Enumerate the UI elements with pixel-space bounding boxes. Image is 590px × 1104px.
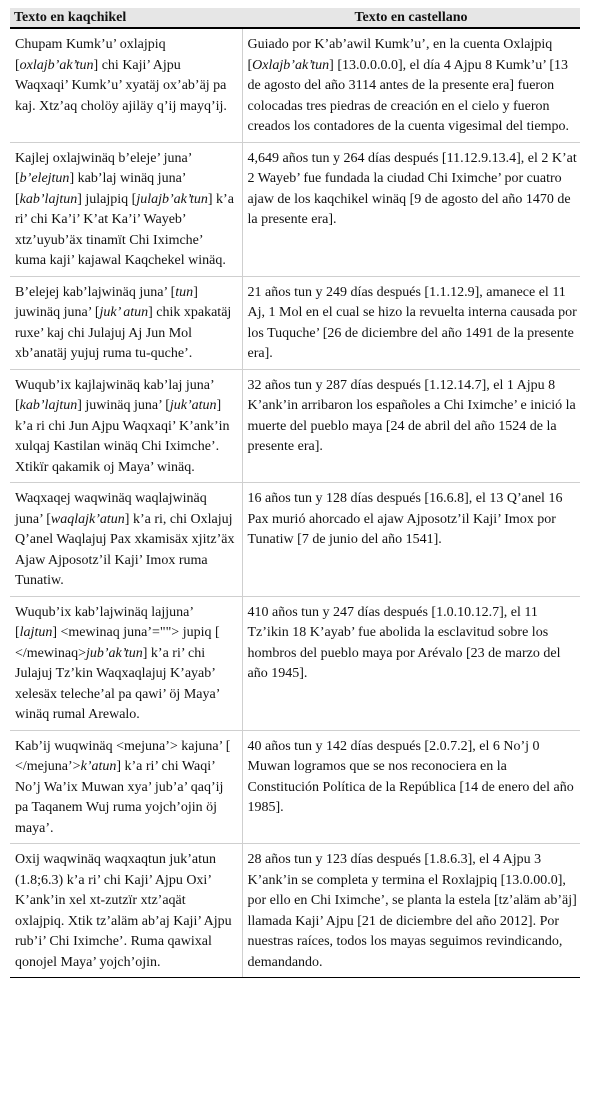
italic-term: waqlajk’atun bbox=[50, 511, 125, 527]
text-segment: ] k’a ri’ chi Julajuj Tz’kin Waqxaqlajuj K’ayab’ xelesäx teleche’al pa qawi’ öj Maya’ winäq rumal Arewalo. bbox=[15, 645, 220, 722]
table-row bbox=[10, 369, 580, 483]
text-segment: 16 años tun y 128 días después [16.6.8], el 13 Q’anel 16 Pax murió ahorcado el ajaw Ajposotz’il Kaji’ Imox por Tunatiw [7 de junio del año 1541]. bbox=[247, 491, 563, 547]
cell-kaqchikel bbox=[10, 28, 242, 142]
table-row bbox=[10, 730, 580, 844]
table-header bbox=[10, 8, 580, 28]
text-segment: ] juwinäq juna’ [ bbox=[77, 398, 170, 413]
italic-term: kab’lajtun bbox=[19, 398, 78, 413]
table-body bbox=[10, 28, 580, 978]
text-segment: Waqxaqej waqwinäq waqlajwinäq juna’ [ bbox=[15, 491, 207, 527]
table-row bbox=[10, 28, 580, 142]
cell-castellano bbox=[242, 844, 580, 978]
text-segment: Chupam Kumk’u’ oxlajpiq [ bbox=[15, 37, 166, 73]
text-segment: ] [13.0.0.0.0], el día 4 Ajpu 8 Kumk’u’ [13 de agosto del año 3114 antes de la presente era] fueron colocadas tres piedras de creación en el cielo y fueron creados los contadores de la cuenta vigesimal del tiempo. bbox=[247, 57, 570, 134]
italic-term: lajtun bbox=[19, 625, 53, 640]
text-segment: ] chik xpakatäj ruxe’ kaj chi Julajuj Aj Jun Mol xb’anatäj yujuj ruma tu-quche’. bbox=[15, 305, 232, 361]
italic-term: julajb’ak’tun bbox=[136, 191, 208, 207]
cell-castellano bbox=[242, 276, 580, 369]
text-segment: ] <mewinaq juna’=""> jupiq [ </mewinaq> bbox=[15, 625, 220, 661]
cell-kaqchikel bbox=[10, 142, 242, 276]
cell-kaqchikel bbox=[10, 369, 242, 483]
cell-kaqchikel bbox=[10, 483, 242, 597]
text-segment: 410 años tun y 247 días después [1.0.10.12.7], el 11 Tz’ikin 18 K’ayab’ fue abolida la esclavitud sobre los hombros del pueblo maya por Arévalo [23 de marzo del año 1945]. bbox=[247, 604, 561, 681]
table-row bbox=[10, 142, 580, 276]
cell-castellano bbox=[242, 28, 580, 142]
text-segment: 28 años tun y 123 días después [1.8.6.3], el 4 Ajpu 3 K’ank’in se completa y termina el Roxlajpiq [13.0.00.0], por ello en Chi Iximche’, se planta la estela [tz’aläm ab’äj] llamada Kaji’ Ajpu [21 de diciembre del año 2012]. Por nuestras raíces, todos los mayas seguimos revindicando, demandando. bbox=[247, 852, 577, 970]
text-segment: ] juwinäq juna’ [ bbox=[15, 284, 198, 320]
table-row bbox=[10, 844, 580, 978]
text-segment: ] k’a ri chi Jun Ajpu Waqxaqi’ K’ank’in xulqaj Kastilan winäq Chi Iximche’. Xtikïr qakamik oj Maya’ winäq. bbox=[15, 398, 230, 475]
italic-term: k’atun bbox=[80, 759, 117, 774]
text-segment: ] k’a ri’ chi Ka’i’ K’at Ka’i’ Wayeb’ xtz’uyub’äx tinamït Chi Iximche’ kuma kaji’ kajawal Kaqchekel winäq. bbox=[15, 191, 234, 268]
italic-term: b’elejtun bbox=[19, 171, 70, 186]
cell-castellano bbox=[242, 142, 580, 276]
cell-castellano bbox=[242, 483, 580, 597]
text-segment: ] k’a ri’ chi Waqi’ No’j Wa’ix Muwan xya’ jub’a’ qaq’ij pa Taqanem Wuj ruma yojch’ojin öj maya’. bbox=[15, 759, 224, 836]
text-segment: Kajlej oxlajwinäq b’eleje’ juna’ [ bbox=[15, 150, 192, 186]
italic-term: tun bbox=[175, 284, 194, 300]
text-segment: Guiado por K’ab’awil Kumk’u’, en la cuenta Oxlajpiq [ bbox=[247, 37, 553, 73]
text-segment: ] chi Kaji’ Ajpu Waqxaqi’ Kumk’u’ xyatäj ox’ab’äj pa kaj. Xtz’aq cholöy ajiläy q’ij mayq’ij. bbox=[15, 57, 227, 114]
text-segment: 4,649 años tun y 264 días después [11.12.9.13.4], el 2 K’at 2 Wayeb’ fue fundada la ciudad Chi Iximche’ por cuatro ajaw de los kaqchikel winäq [9 de agosto del año 1470 de la presente era]. bbox=[247, 150, 577, 227]
text-segment: Wuqub’ix kab’lajwinäq lajjuna’ [ bbox=[15, 604, 194, 640]
text-segment: ] julajpiq [ bbox=[77, 191, 137, 207]
table-row bbox=[10, 596, 580, 730]
italic-term: oxlajb’ak’tun bbox=[19, 57, 94, 73]
text-segment: Kab’ij wuqwinäq <mejuna’> kajuna’ [ </mejuna’> bbox=[15, 738, 231, 774]
cell-castellano bbox=[242, 730, 580, 844]
table-row bbox=[10, 276, 580, 369]
header-row bbox=[10, 8, 580, 28]
italic-term: Oxlajb’ak’tun bbox=[252, 57, 330, 73]
cell-castellano bbox=[242, 369, 580, 483]
italic-term: kab’lajtun bbox=[19, 191, 78, 207]
text-segment: ] k’a ri, chi Oxlajuj Q’anel Waqlajuj Pax xkamisäx xjitz’äx Ajaw Ajposotz’il Kaji’ Imox ruma Tunatiw. bbox=[15, 511, 235, 588]
cell-kaqchikel bbox=[10, 596, 242, 730]
cell-kaqchikel bbox=[10, 844, 242, 978]
cell-kaqchikel bbox=[10, 276, 242, 369]
header-kaqchikel: Texto en kaqchikel bbox=[10, 8, 242, 28]
cell-castellano bbox=[242, 596, 580, 730]
header-castellano: Texto en castellano bbox=[242, 8, 580, 28]
text-segment: B’elejej kab’lajwinäq juna’ [ bbox=[15, 284, 176, 300]
table-row bbox=[10, 483, 580, 597]
text-segment: ] kab’laj winäq juna’ [ bbox=[15, 171, 186, 207]
bilingual-table bbox=[10, 8, 580, 978]
text-segment: 21 años tun y 249 días después [1.1.12.9], amanece el 11 Aj, 1 Mol en el cual se hizo la revuelta interna causada por los Tuquche’ [26 de diciembre del año 1491 de la presente era]. bbox=[247, 284, 577, 361]
text-segment: 40 años tun y 142 días después [2.0.7.2], el 6 No’j 0 Muwan logramos que se nos reconociera en la Constitución Política de la República [14 de enero del año 1985]. bbox=[247, 738, 574, 815]
text-segment: Oxij waqwinäq waqxaqtun juk’atun (1.8;6.3) k’a ri’ chi Kaji’ Ajpu Oxi’ K’ank’in xel xt-zutzïr xtz’aqät oxlajpiq. Xtik tz’aläm ab’aj Kaji’ Ajpu rub’i’ Chi Iximche’. Ruma qawixal qonojel Maya’ yojch’ojin. bbox=[15, 852, 232, 970]
italic-term: jub’ak’tun bbox=[86, 645, 143, 661]
text-segment: 32 años tun y 287 días después [1.12.14.7], el 1 Ajpu 8 K’ank’in arribaron los españoles a Chi Iximche’ e inició la muerte del pueblo maya [24 de abril del año 1524 de la presente era]. bbox=[247, 377, 576, 454]
italic-term: juk’atun bbox=[169, 398, 217, 413]
text-segment: Wuqub’ix kajlajwinäq kab’laj juna’ [ bbox=[15, 377, 214, 413]
cell-kaqchikel bbox=[10, 730, 242, 844]
italic-term: juk’ atun bbox=[99, 305, 149, 320]
